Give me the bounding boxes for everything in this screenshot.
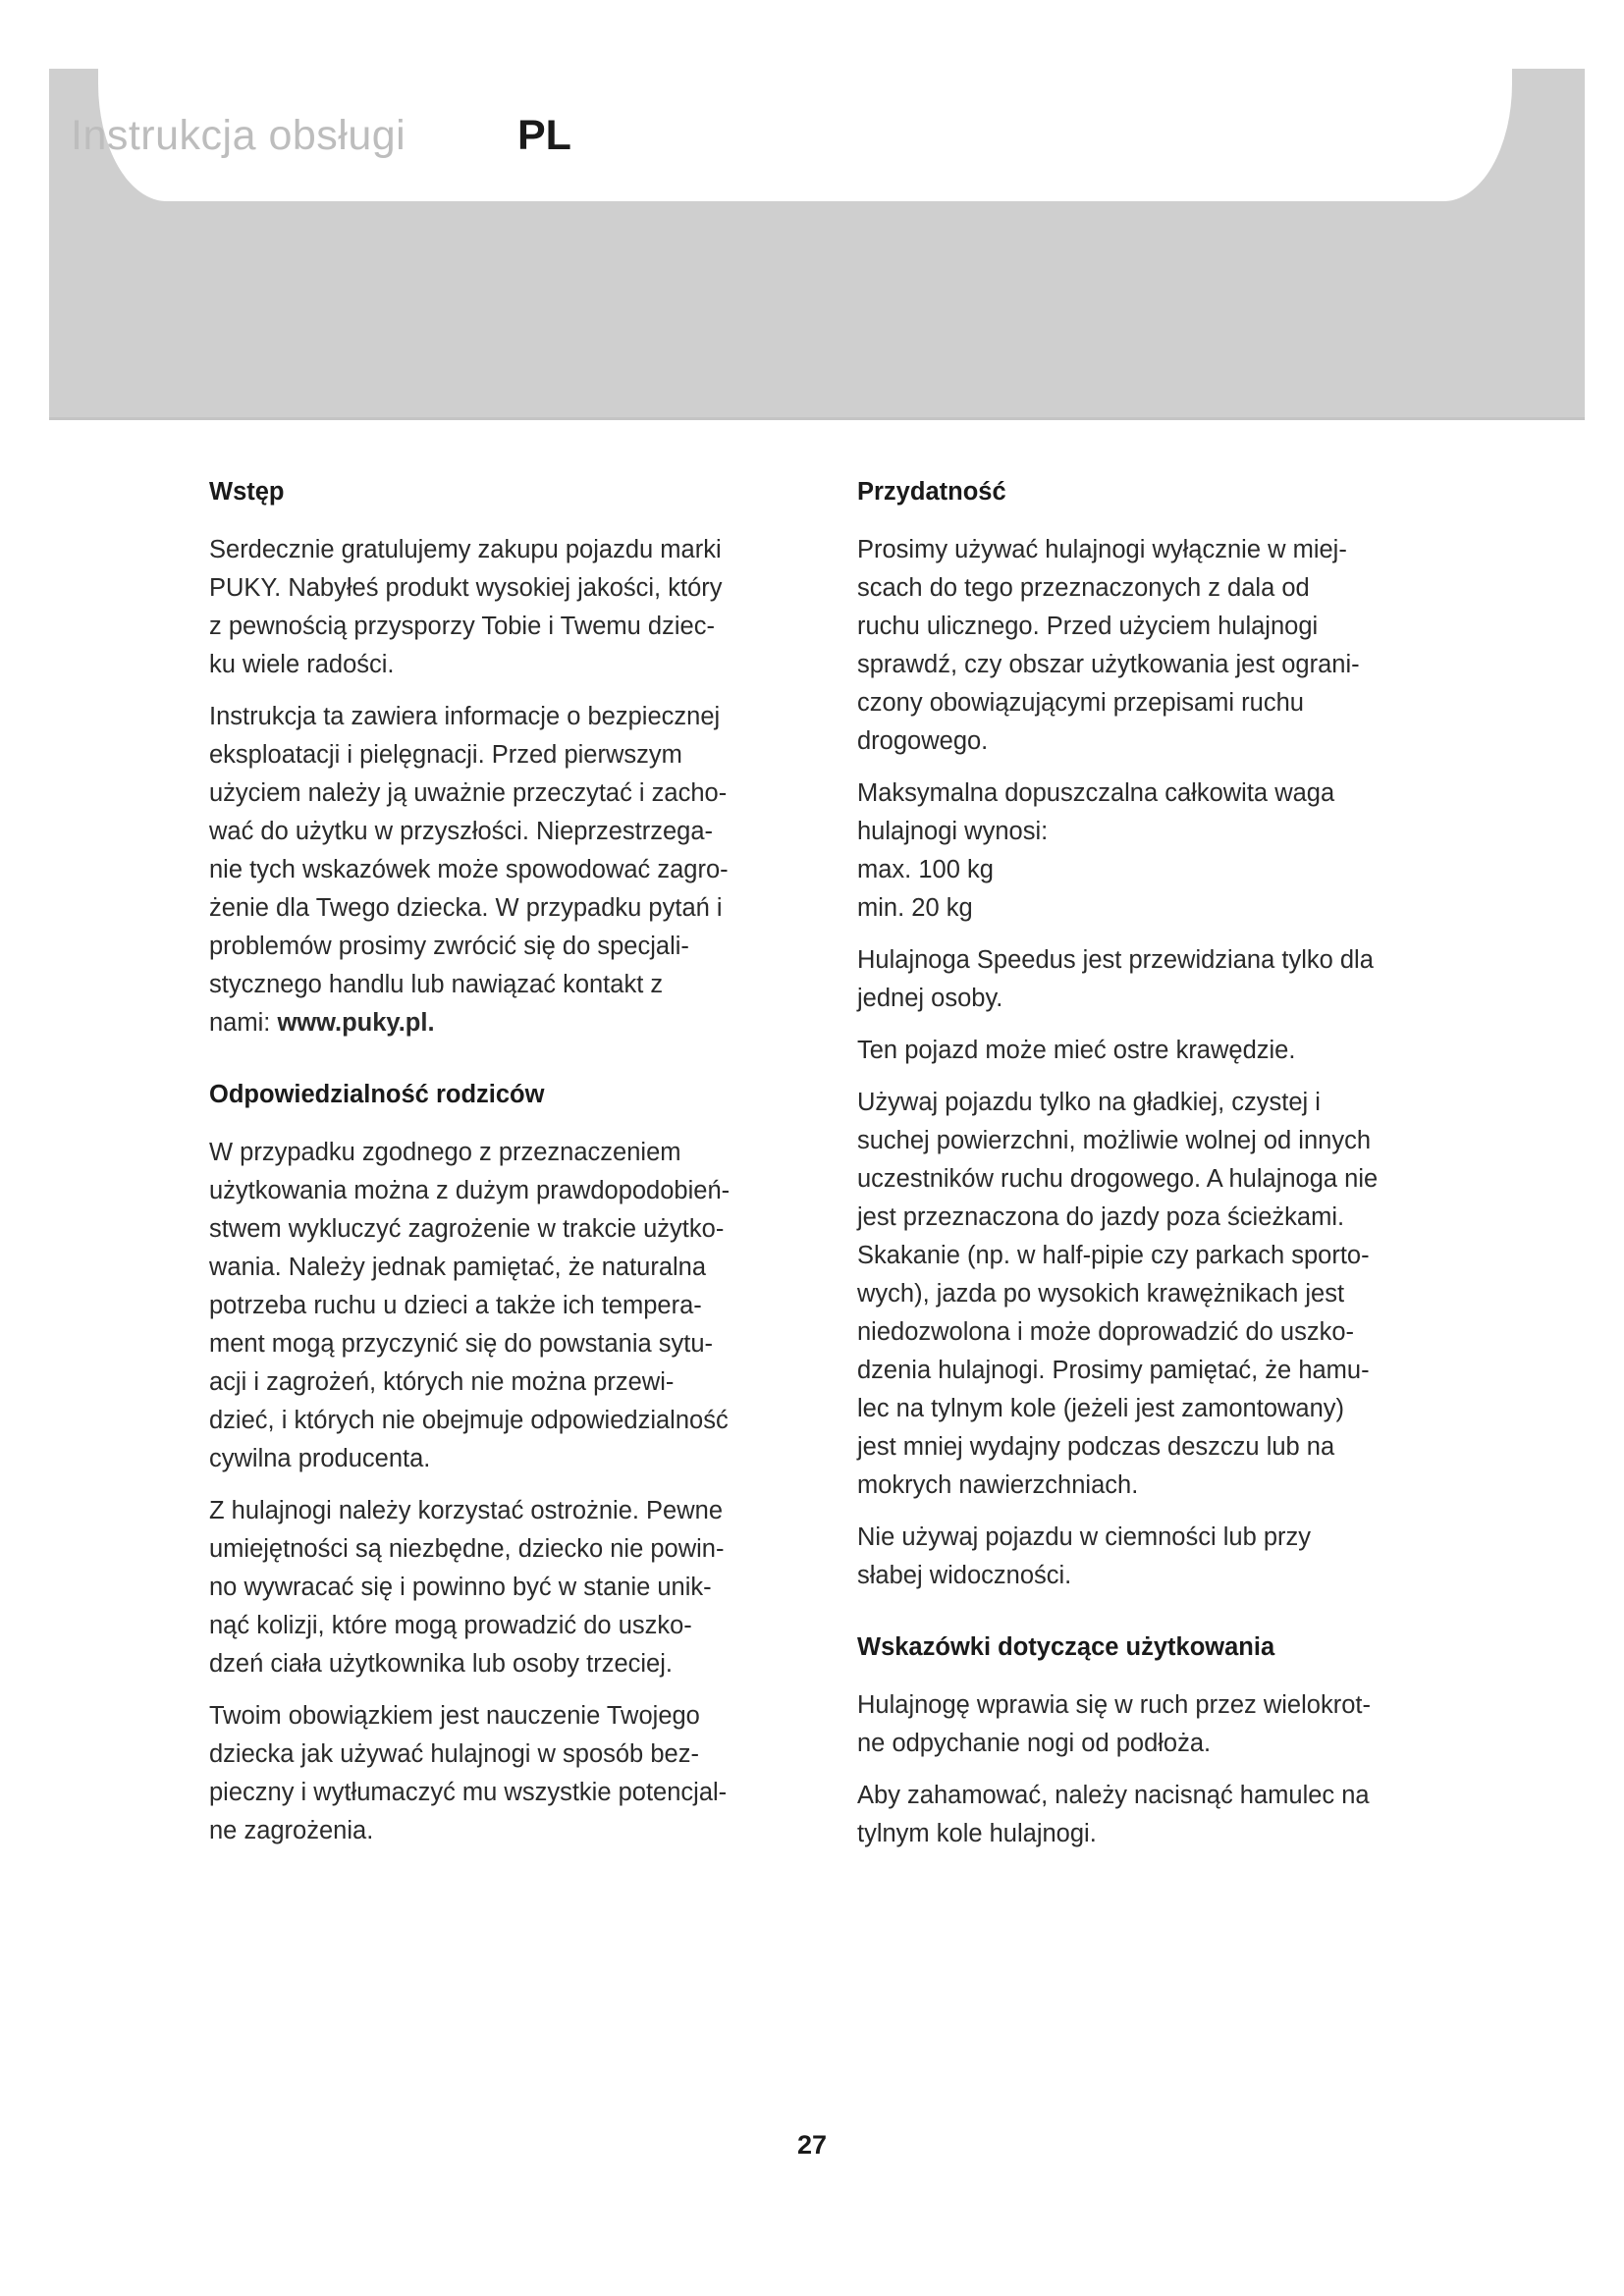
przydatnosc-paragraph-4: Ten pojazd może mieć ostre krawędzie. <box>857 1037 1296 1064</box>
przydatnosc-paragraph-5: Używaj pojazdu tylko na gładkiej, czystej i suchej powierzchni, możliwie wolnej od innych uczestników ruchu drogowego. A hulajnoga nie jest przeznaczona do jazdy poza ścieżkami. Skakanie (np. w half-pipie czy parkach sporto- wych), jazda po wysokich krawężnikach jest niedozwolona i może doprowadzić do uszko- dzenia hulajnogi. Prosimy pamiętać, że hamu- lec na tylnym kole (jeżeli jest zamontowany) jest mniej wydajny podczas deszczu lub na mokrych nawierzchniach. <box>857 1089 1379 1499</box>
right-column <box>857 473 1446 1867</box>
przydatnosc-paragraph-2: Maksymalna dopuszczalna całkowita waga hulajnogi wynosi: <box>857 779 1335 845</box>
przydatnosc-paragraph-1: Prosimy używać hulajnogi wyłącznie w miej- scach do tego przeznaczonych z dala od ruchu ulicznego. Przed użyciem hulajnogi sprawdź, czy obszar użytkowania jest ograni- czony obowiązującymi przepisami ruchu drogowego. <box>857 536 1360 755</box>
header-band-edge <box>49 417 1585 420</box>
left-column <box>209 473 798 1864</box>
page-number: 27 <box>796 2130 828 2160</box>
weight-min: min. 20 kg <box>857 894 973 922</box>
wstep-paragraph-2 <box>209 698 798 1042</box>
website-link[interactable]: www.puky.pl. <box>277 1009 435 1037</box>
section-heading-odpowiedzialnosc: Odpowiedzialność rodziców <box>209 1081 545 1108</box>
weight-max: max. 100 kg <box>857 856 994 883</box>
odpowiedzialnosc-paragraph-2: Z hulajnogi należy korzystać ostrożnie. Pewne umiejętności są niezbędne, dziecko nie powin- no wywracać się i powinno być w stanie unik- nąć kolizji, które mogą prowadzić do uszko- dzeń ciała użytkownika lub osoby trzeciej. <box>209 1497 725 1678</box>
language-code: PL <box>517 112 571 159</box>
section-heading-przydatnosc: Przydatność <box>857 478 1006 506</box>
section-heading-wstep: Wstęp <box>209 478 285 506</box>
wskazowki-paragraph-2: Aby zahamować, należy nacisnąć hamulec na tylnym kole hulajnogi. <box>857 1782 1370 1847</box>
wskazowki-paragraph-1: Hulajnogę wprawia się w ruch przez wielokrot- ne odpychanie nogi od podłoża. <box>857 1691 1371 1757</box>
odpowiedzialnosc-paragraph-3: Twoim obowiązkiem jest nauczenie Twojego dziecka jak używać hulajnogi w sposób bez- pieczny i wytłumaczyć mu wszystkie potencjal- ne zagrożenia. <box>209 1702 728 1844</box>
wstep-paragraph-1: Serdecznie gratulujemy zakupu pojazdu marki PUKY. Nabyłeś produkt wysokiej jakości, który z pewnością przysporzy Tobie i Twemu dziec- ku wiele radości. <box>209 536 723 678</box>
przydatnosc-paragraph-3: Hulajnoga Speedus jest przewidziana tylko dla jednej osoby. <box>857 946 1374 1012</box>
przydatnosc-paragraph-6: Nie używaj pojazdu w ciemności lub przy słabej widoczności. <box>857 1523 1312 1589</box>
odpowiedzialnosc-paragraph-1: W przypadku zgodnego z przeznaczeniem użytkowania można z dużym prawdopodobień- stwem wykluczyć zagrożenie w trakcie użytko- wania. Należy jednak pamiętać, że naturalna potrzeba ruchu u dzieci a także ich tempera- ment mogą przyczynić się do powstania sytu- acji i zagrożeń, których nie można przewi- dzieć, i których nie obejmuje odpowiedzialność cywilna producenta. <box>209 1139 731 1472</box>
document-title: Instrukcja obsługi <box>71 112 406 159</box>
section-heading-wskazowki: Wskazówki dotyczące użytkowania <box>857 1633 1275 1661</box>
wstep-paragraph-2-text: Instrukcja ta zawiera informacje o bezpiecznej eksploatacji i pielęgnacji. Przed pierwszym użyciem należy ją uważnie przeczytać i zacho- wać do użytku w przyszłości. Nieprzestrzega- nie tych wskazówek może spowodować zagro- żenie dla Twego dziecka. W przypadku pytań i problemów prosimy zwrócić się do specjali- stycznego handlu lub nawiązać kontakt z nami: <box>209 703 729 1037</box>
